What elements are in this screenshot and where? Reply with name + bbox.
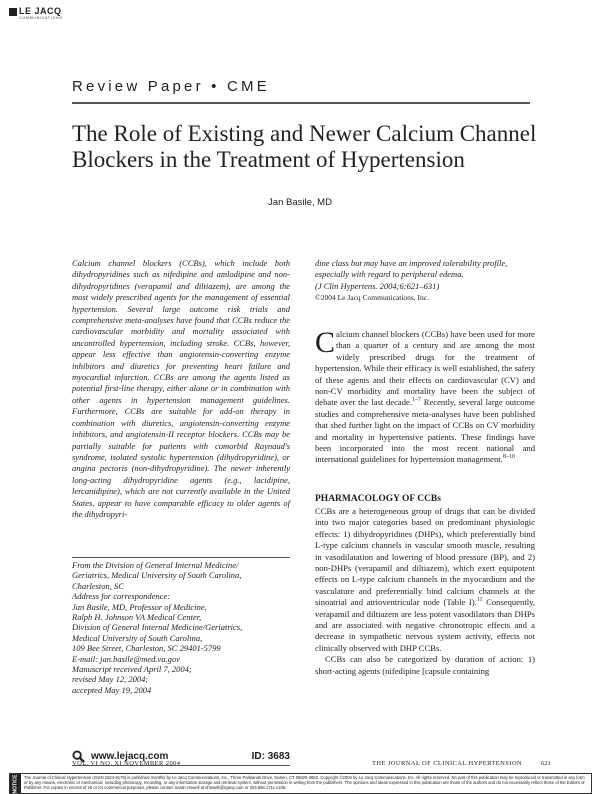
affiliation-line: From the Division of General Internal Medicine/ <box>72 560 239 570</box>
article-type: Review Paper • CME <box>72 78 270 95</box>
pharmacology-section <box>315 506 535 677</box>
article-title: The Role of Existing and Newer Calcium Channel Blockers in the Treatment of Hypertension <box>72 121 537 172</box>
logo-name: LE JACQ <box>19 6 62 16</box>
affiliation-line: Medical University of South Carolina, <box>72 632 203 643</box>
pharm-text-2: Consequently, verapamil and diltiazem are less potent vasodilators than DHPs and are associated with negative chronotropic effects and a decrease in sympathetic nervous system activity, effects not clinically observed with DHP CCBs. <box>315 597 535 653</box>
intro-text-2: Recently, several large outcome studies and comprehensive meta-analyses have been published that shed further light on the impact of CCBs on CV morbidity and mortality in hypertensive patients. These findings have been incorporated into the most recent national and international guidelines for hypertension management. <box>315 397 535 465</box>
affiliation-line: Manuscript received April 7, 2004; <box>72 664 192 675</box>
footer-journal: THE JOURNAL OF CLINICAL HYPERTENSION <box>372 760 523 767</box>
website-link[interactable]: www.lejacq.com <box>91 750 169 762</box>
affiliation-divider <box>72 557 290 558</box>
section-heading: PHARMACOLOGY OF CCBs <box>315 494 441 504</box>
article-id: ID: 3683 <box>251 750 290 762</box>
notice-text: The Journal of Clinical Hypertension (ISSN 1524-6175) is published monthly by Le Jacq Communications, Inc., Three Parklands Drive, Darien, CT 06820-3652. Copyright ©2004 by Le Jacq Communications, Inc. All rights reserved. No part of this publication may be reproduced or transmitted in any form or by any means, electronic or mechanical, including photocopy, recording, or any information storage and retrieval system, without permission in writing from the publishers. The opinions and ideas expressed in this publication are those of the authors and do not necessarily reflect those of the Editors or Publisher. For copies in excess of 25 or for commercial purposes, please contact Sarah Howell at showell@lejacq.com or 203.656.1711 x106. <box>24 775 585 790</box>
reference-marker: 11 <box>476 597 483 604</box>
copyright: ©2004 Le Jacq Communications, Inc. <box>315 293 430 303</box>
author: Jan Basile, MD <box>268 197 332 208</box>
affiliation-line: Jan Basile, MD, Professor of Medicine, <box>72 601 207 612</box>
affiliation-line: Ralph H. Johnson VA Medical Center, <box>72 612 202 623</box>
affiliation-line: revised May 12, 2004; <box>72 674 149 685</box>
intro-text-1: alcium channel blockers (CCBs) have been used for more than a quarter of a century and are among the most widely prescribed drugs for the treatment of hypertension. While their efficacy is well established, the safety of these agents and their effects on cardiovascular (CV) and non-CV morbidity and mortality have been the subject of debate over the last decade. <box>315 329 535 408</box>
page-number: 621 <box>541 760 551 767</box>
affiliation-line: Division of General Internal Medicine/Geriatrics, <box>72 622 243 633</box>
reference-marker: 1–7 <box>412 397 422 404</box>
abstract-continued <box>315 258 535 304</box>
header-rule <box>72 102 530 104</box>
abstract-tail: dine class but may have an improved tolerability profile, especially with regard to peripheral edema. <box>315 258 508 280</box>
notice-label <box>10 774 21 793</box>
logo-mark-icon <box>9 8 17 16</box>
drop-cap: C <box>315 326 336 359</box>
citation: (J Clin Hypertens. 2004;6:621–631) <box>315 280 440 291</box>
abstract: Calcium channel blockers (CCBs), which include both dihydropyridines such as nifedipine and amlodipine and non-dihydropyridines (verapamil and diltiazem), are among the most widely prescribed agents for the management of essential hypertension. Several large outcome risk trials and comprehensive meta-analyses have found that CCBs reduce the cardiovascular morbidity and mortality associated with uncontrolled hypertension, including stroke. CCBs, however, appear less effective than angiotensin-converting enzyme inhibitors and diuretics for preventing heart failure and myocardial infarction. CCBs are among the agents listed as potential first-line therapy, either alone or in combination with other agents in hypertension management guidelines. Furthermore, CCBs are suitable for add-on therapy in combination with diuretics, angiotensin-converting enzyme inhibitors, and angiotensin-II receptor blockers. CCBs may be partially suitable for patients with comorbid Raynaud's syndrome, isolated systolic hypertension (dihydropyridine), or angina pectoris (non-dihydropyridine). The newer inherently long-acting dihydropyridine agents (e.g., lacidipine, lercanidipine), which are not currently available in the United States, appear to have comparable efficacy to older agents of the dihydropyri- <box>72 258 290 519</box>
pharm-text-1: CCBs are a heterogeneous group of drugs that can be divided into two major categories based on predominant physiologic effects: 1) dihydropyridines (DHPs), which preferentially bind L-type calcium channels in vascular smooth muscle, resulting in vasodilatation and lowering of blood pressure (BP), and 2) non-DHPs (verapamil and diltiazem), which exert equipotent effects on L-type calcium channels in the myocardium and the vasculature and preferentially bind calcium channels at the sinoatrial and atrioventricular node (Table I). <box>315 506 535 608</box>
notice-box <box>9 773 592 794</box>
affiliation-line: Geriatrics, Medical University of South Carolina, <box>72 570 242 581</box>
footer-volume: VOL. VI NO. XI NOVEMBER 2004 <box>72 760 181 767</box>
affiliation-line: 109 Bee Street, Charleston, SC 29401-5799 <box>72 643 221 654</box>
logo-subtitle: COMMUNICATIONS <box>19 16 63 20</box>
affiliation-line: Charleston, SC <box>72 580 124 591</box>
affiliation-line: E-mail: jan.basile@med.va.gov <box>72 653 180 664</box>
intro-paragraph <box>315 326 535 466</box>
pharm-paragraph-2: CCBs can also be categorized by duration of action: 1) short-acting agents (nifedipine [capsule containing <box>315 654 535 676</box>
affiliation-line: accepted May 19, 2004 <box>72 684 152 695</box>
affiliation-block <box>72 560 292 695</box>
notice-label-text: NOTICE <box>12 774 19 793</box>
publisher-logo <box>9 7 63 20</box>
reference-marker: 8–10 <box>502 454 515 461</box>
affiliation-line: Address for correspondence: <box>72 591 171 602</box>
